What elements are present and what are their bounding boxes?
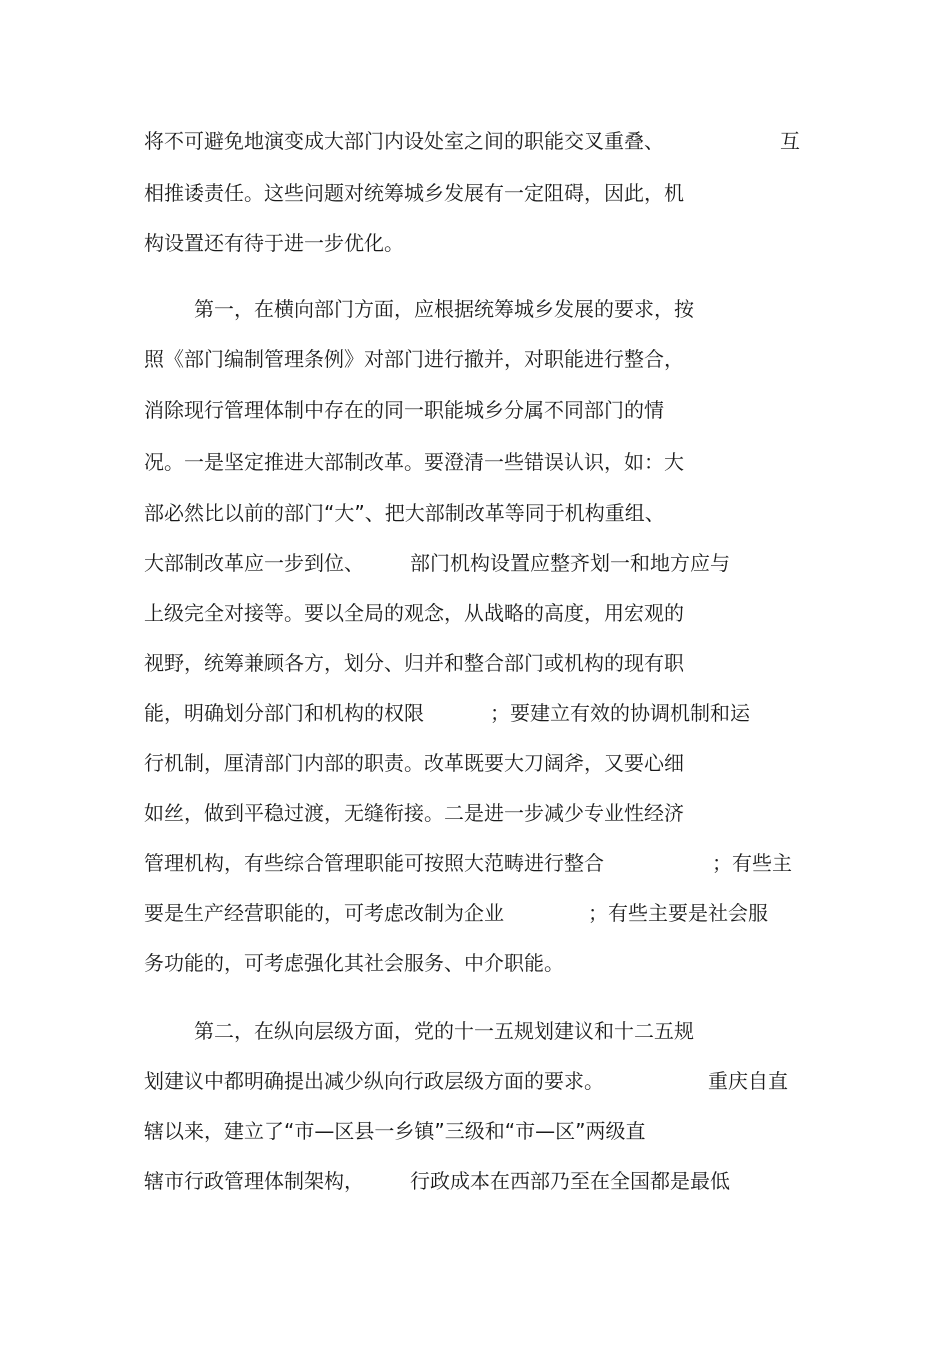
- text-segment: 第一，在横向部门方面，应根据统筹城乡发展的要求，按: [194, 297, 694, 321]
- text-segment: ；有些主要是社会服: [588, 901, 768, 925]
- text-segment: ；有些主: [712, 851, 792, 875]
- text-segment: 辖以来，建立了“市—区县一乡镇”三级和“市—区”两级直: [144, 1119, 646, 1143]
- text-segment: 第二，在纵向层级方面，党的十一五规划建议和十二五规: [194, 1019, 694, 1043]
- text-segment: 辖市行政管理体制架构，: [144, 1169, 364, 1193]
- text-segment: 视野，统筹兼顾各方，划分、归并和整合部门或机构的现有职: [144, 651, 684, 675]
- text-segment: 划建议中都明确提出减少纵向行政层级方面的要求。: [144, 1069, 604, 1093]
- text-segment: 互: [780, 129, 800, 153]
- text-segment: 如丝，做到平稳过渡，无缝衔接。二是进一步减少专业性经济: [144, 801, 684, 825]
- text-segment: 上级完全对接等。要以全局的观念，从战略的高度，用宏观的: [144, 601, 684, 625]
- text-segment: 部门机构设置应整齐划一和地方应与: [410, 551, 730, 575]
- text-segment: 相推诿责任。这些问题对统筹城乡发展有一定阻碍，因此，机: [144, 181, 684, 205]
- text-segment: 行政成本在西部乃至在全国都是最低: [410, 1169, 730, 1193]
- text-segment: ；要建立有效的协调机制和运: [490, 701, 750, 725]
- text-segment: 消除现行管理体制中存在的同一职能城乡分属不同部门的情: [144, 398, 664, 422]
- text-segment: 构设置还有待于进一步优化。: [144, 231, 404, 255]
- text-segment: 部必然比以前的部门“大”、把大部制改革等同于机构重组、: [144, 501, 665, 525]
- text-segment: 重庆自直: [708, 1069, 788, 1093]
- text-segment: 照《部门编制管理条例》对部门进行撤并，对职能进行整合，: [144, 347, 684, 371]
- text-segment: 将不可避免地演变成大部门内设处室之间的职能交叉重叠、: [144, 129, 664, 153]
- text-segment: 务功能的，可考虑强化其社会服务、中介职能。: [144, 951, 564, 975]
- text-segment: 大部制改革应一步到位、: [144, 551, 364, 575]
- text-segment: 能，明确划分部门和机构的权限: [144, 701, 424, 725]
- text-segment: 况。一是坚定推进大部制改革。要澄清一些错误认识，如：大: [144, 450, 684, 474]
- text-segment: 行机制，厘清部门内部的职责。改革既要大刀阔斧，又要心细: [144, 751, 684, 775]
- text-segment: 要是生产经营职能的，可考虑改制为企业: [144, 901, 504, 925]
- text-segment: 管理机构，有些综合管理职能可按照大范畴进行整合: [144, 851, 604, 875]
